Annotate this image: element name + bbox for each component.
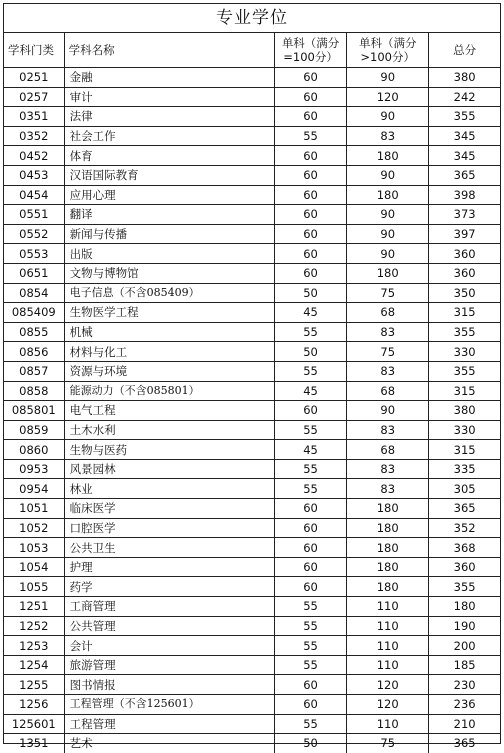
cell-single-le100: 60	[275, 499, 347, 519]
cell-code: 0954	[4, 479, 64, 499]
cell-code: 0251	[4, 68, 64, 88]
cell-name: 生物医学工程	[64, 303, 274, 323]
cell-single-le100: 60	[275, 185, 347, 205]
cell-code: 1051	[4, 499, 64, 519]
cell-single-gt100: 90	[347, 68, 429, 88]
cell-single-le100: 55	[275, 636, 347, 656]
cell-single-le100: 60	[275, 401, 347, 421]
cell-code: 0552	[4, 224, 64, 244]
cell-name: 土木水利	[64, 420, 274, 440]
cell-name: 口腔医学	[64, 518, 274, 538]
cell-name: 电子信息（不含085409）	[64, 283, 274, 303]
cell-total: 315	[429, 440, 500, 460]
cell-total: 397	[429, 224, 500, 244]
cell-single-le100: 55	[275, 655, 347, 675]
cell-total: 355	[429, 361, 500, 381]
cell-name: 工商管理	[64, 597, 274, 617]
cell-single-gt100: 180	[347, 577, 429, 597]
cell-name: 生物与医药	[64, 440, 274, 460]
cell-name: 林业	[64, 479, 274, 499]
cell-total: 185	[429, 655, 500, 675]
cell-code: 0859	[4, 420, 64, 440]
cell-total: 330	[429, 420, 500, 440]
cell-single-gt100: 75	[347, 734, 429, 753]
cell-single-gt100: 110	[347, 655, 429, 675]
cell-name: 文物与博物馆	[64, 263, 274, 283]
table-row	[4, 283, 500, 303]
cell-single-gt100: 110	[347, 597, 429, 617]
cell-name: 金融	[64, 68, 274, 88]
cell-single-le100: 55	[275, 616, 347, 636]
table-row	[4, 557, 500, 577]
cell-total: 230	[429, 675, 500, 695]
cell-code: 1053	[4, 538, 64, 558]
cell-single-gt100: 120	[347, 675, 429, 695]
cell-total: 315	[429, 303, 500, 323]
cell-name: 资源与环境	[64, 361, 274, 381]
table-row	[4, 342, 500, 362]
cell-single-gt100: 90	[347, 244, 429, 264]
cell-single-gt100: 75	[347, 283, 429, 303]
cell-name: 出版	[64, 244, 274, 264]
cell-single-gt100: 90	[347, 107, 429, 127]
cell-name: 艺术	[64, 734, 274, 753]
cell-code: 0453	[4, 165, 64, 185]
cell-single-le100: 60	[275, 538, 347, 558]
cell-single-le100: 60	[275, 263, 347, 283]
cell-code: 0454	[4, 185, 64, 205]
table-row	[4, 68, 500, 88]
table-body	[4, 68, 500, 753]
table-row	[4, 636, 500, 656]
cell-total: 335	[429, 459, 500, 479]
cell-single-le100: 60	[275, 244, 347, 264]
cell-single-gt100: 83	[347, 420, 429, 440]
cell-single-le100: 60	[275, 675, 347, 695]
table-row	[4, 107, 500, 127]
cell-single-gt100: 90	[347, 165, 429, 185]
cell-total: 315	[429, 381, 500, 401]
cell-single-le100: 45	[275, 381, 347, 401]
table-row	[4, 146, 500, 166]
cell-total: 360	[429, 263, 500, 283]
cell-single-gt100: 110	[347, 636, 429, 656]
cell-code: 125601	[4, 714, 64, 734]
table-header-row	[4, 33, 500, 68]
cell-name: 材料与化工	[64, 342, 274, 362]
header-name: 学科名称	[64, 33, 274, 68]
cell-total: 210	[429, 714, 500, 734]
cell-total: 345	[429, 146, 500, 166]
cell-name: 体育	[64, 146, 274, 166]
cell-single-gt100: 120	[347, 87, 429, 107]
cell-single-gt100: 180	[347, 557, 429, 577]
cell-single-le100: 50	[275, 342, 347, 362]
table-row	[4, 401, 500, 421]
cell-code: 085409	[4, 303, 64, 323]
cell-total: 365	[429, 499, 500, 519]
table-row	[4, 616, 500, 636]
cell-name: 社会工作	[64, 126, 274, 146]
cell-single-gt100: 83	[347, 126, 429, 146]
cell-code: 0651	[4, 263, 64, 283]
table-row	[4, 165, 500, 185]
cell-single-gt100: 75	[347, 342, 429, 362]
cell-single-le100: 55	[275, 714, 347, 734]
cell-code: 1253	[4, 636, 64, 656]
cell-name: 会计	[64, 636, 274, 656]
cell-single-le100: 50	[275, 734, 347, 753]
cell-single-gt100: 180	[347, 185, 429, 205]
table-row	[4, 597, 500, 617]
table-row	[4, 263, 500, 283]
cell-total: 180	[429, 597, 500, 617]
cell-code: 1351	[4, 734, 64, 753]
cell-single-le100: 60	[275, 695, 347, 715]
cell-total: 365	[429, 734, 500, 753]
cell-name: 图书情报	[64, 675, 274, 695]
page-title: 专业学位	[4, 4, 500, 33]
cell-single-gt100: 120	[347, 695, 429, 715]
table-row	[4, 499, 500, 519]
cell-single-le100: 45	[275, 303, 347, 323]
cell-single-le100: 60	[275, 205, 347, 225]
table-row	[4, 459, 500, 479]
cell-name: 机械	[64, 322, 274, 342]
cell-code: 1254	[4, 655, 64, 675]
cell-single-le100: 60	[275, 68, 347, 88]
cell-single-gt100: 68	[347, 381, 429, 401]
cell-single-le100: 60	[275, 518, 347, 538]
cell-code: 0856	[4, 342, 64, 362]
cell-single-gt100: 90	[347, 401, 429, 421]
cell-single-le100: 55	[275, 479, 347, 499]
cell-single-gt100: 110	[347, 616, 429, 636]
cell-name: 公共卫生	[64, 538, 274, 558]
cell-single-le100: 60	[275, 165, 347, 185]
cell-total: 305	[429, 479, 500, 499]
cell-total: 355	[429, 577, 500, 597]
cell-code: 1255	[4, 675, 64, 695]
cell-single-gt100: 83	[347, 479, 429, 499]
cell-total: 200	[429, 636, 500, 656]
cell-name: 风景园林	[64, 459, 274, 479]
score-table	[4, 4, 500, 753]
cell-name: 法律	[64, 107, 274, 127]
cell-single-gt100: 83	[347, 361, 429, 381]
cell-code: 1052	[4, 518, 64, 538]
table-row	[4, 655, 500, 675]
cell-name: 审计	[64, 87, 274, 107]
header-single-le100: 单科（满分=100分）	[275, 33, 347, 68]
cell-single-le100: 55	[275, 322, 347, 342]
cell-single-le100: 55	[275, 361, 347, 381]
cell-single-gt100: 90	[347, 205, 429, 225]
table-row	[4, 87, 500, 107]
cell-single-le100: 60	[275, 87, 347, 107]
cell-name: 翻译	[64, 205, 274, 225]
cell-single-gt100: 110	[347, 714, 429, 734]
table-row	[4, 714, 500, 734]
cell-single-gt100: 83	[347, 459, 429, 479]
cell-code: 0855	[4, 322, 64, 342]
cell-code: 1256	[4, 695, 64, 715]
header-total: 总分	[429, 33, 500, 68]
cell-name: 新闻与传播	[64, 224, 274, 244]
cell-single-gt100: 180	[347, 146, 429, 166]
cell-total: 360	[429, 557, 500, 577]
cell-total: 350	[429, 283, 500, 303]
header-code: 学科门类	[4, 33, 64, 68]
cell-total: 355	[429, 322, 500, 342]
table-row	[4, 695, 500, 715]
table-row	[4, 479, 500, 499]
cell-code: 0953	[4, 459, 64, 479]
table-row	[4, 205, 500, 225]
cell-single-le100: 60	[275, 224, 347, 244]
cell-code: 0452	[4, 146, 64, 166]
table-row	[4, 420, 500, 440]
cell-single-gt100: 90	[347, 224, 429, 244]
table-title-row	[4, 4, 500, 33]
cell-code: 0351	[4, 107, 64, 127]
cell-code: 1055	[4, 577, 64, 597]
table-row	[4, 518, 500, 538]
table-row	[4, 734, 500, 753]
cell-code: 1252	[4, 616, 64, 636]
table-row	[4, 322, 500, 342]
cell-single-gt100: 68	[347, 440, 429, 460]
cell-name: 旅游管理	[64, 655, 274, 675]
table-row	[4, 244, 500, 264]
table-row	[4, 538, 500, 558]
cell-code: 0352	[4, 126, 64, 146]
cell-single-le100: 45	[275, 440, 347, 460]
table-row	[4, 185, 500, 205]
cell-name: 应用心理	[64, 185, 274, 205]
table-row	[4, 126, 500, 146]
cell-total: 398	[429, 185, 500, 205]
cell-total: 242	[429, 87, 500, 107]
cell-name: 护理	[64, 557, 274, 577]
table-row	[4, 224, 500, 244]
table-row	[4, 675, 500, 695]
cell-code: 1054	[4, 557, 64, 577]
cell-total: 368	[429, 538, 500, 558]
cell-name: 临床医学	[64, 499, 274, 519]
cell-code: 1251	[4, 597, 64, 617]
cell-name: 电气工程	[64, 401, 274, 421]
cell-single-le100: 60	[275, 557, 347, 577]
table-row	[4, 361, 500, 381]
table-row	[4, 303, 500, 323]
cell-total: 330	[429, 342, 500, 362]
cell-single-le100: 50	[275, 283, 347, 303]
cell-total: 360	[429, 244, 500, 264]
table-row	[4, 440, 500, 460]
table-row	[4, 381, 500, 401]
cell-name: 能源动力（不含085801）	[64, 381, 274, 401]
cell-single-le100: 55	[275, 459, 347, 479]
cell-code: 085801	[4, 401, 64, 421]
cell-code: 0854	[4, 283, 64, 303]
cell-code: 0257	[4, 87, 64, 107]
cell-total: 345	[429, 126, 500, 146]
cell-total: 352	[429, 518, 500, 538]
cell-code: 0857	[4, 361, 64, 381]
cell-code: 0553	[4, 244, 64, 264]
cell-total: 190	[429, 616, 500, 636]
cell-single-le100: 55	[275, 597, 347, 617]
score-table-sheet	[3, 3, 501, 751]
cell-single-gt100: 180	[347, 499, 429, 519]
cell-total: 373	[429, 205, 500, 225]
cell-code: 0551	[4, 205, 64, 225]
cell-name: 公共管理	[64, 616, 274, 636]
cell-single-gt100: 180	[347, 518, 429, 538]
cell-single-le100: 60	[275, 146, 347, 166]
cell-name: 工程管理（不含125601）	[64, 695, 274, 715]
table-row	[4, 577, 500, 597]
cell-name: 药学	[64, 577, 274, 597]
cell-total: 380	[429, 68, 500, 88]
cell-single-gt100: 180	[347, 263, 429, 283]
cell-code: 0860	[4, 440, 64, 460]
cell-total: 355	[429, 107, 500, 127]
cell-single-gt100: 68	[347, 303, 429, 323]
cell-single-le100: 60	[275, 107, 347, 127]
cell-code: 0858	[4, 381, 64, 401]
cell-single-gt100: 180	[347, 538, 429, 558]
cell-single-le100: 55	[275, 420, 347, 440]
cell-total: 365	[429, 165, 500, 185]
cell-name: 工程管理	[64, 714, 274, 734]
cell-total: 236	[429, 695, 500, 715]
cell-single-le100: 60	[275, 577, 347, 597]
cell-name: 汉语国际教育	[64, 165, 274, 185]
cell-single-gt100: 83	[347, 322, 429, 342]
cell-total: 380	[429, 401, 500, 421]
cell-single-le100: 55	[275, 126, 347, 146]
header-single-gt100: 单科（满分>100分）	[347, 33, 429, 68]
